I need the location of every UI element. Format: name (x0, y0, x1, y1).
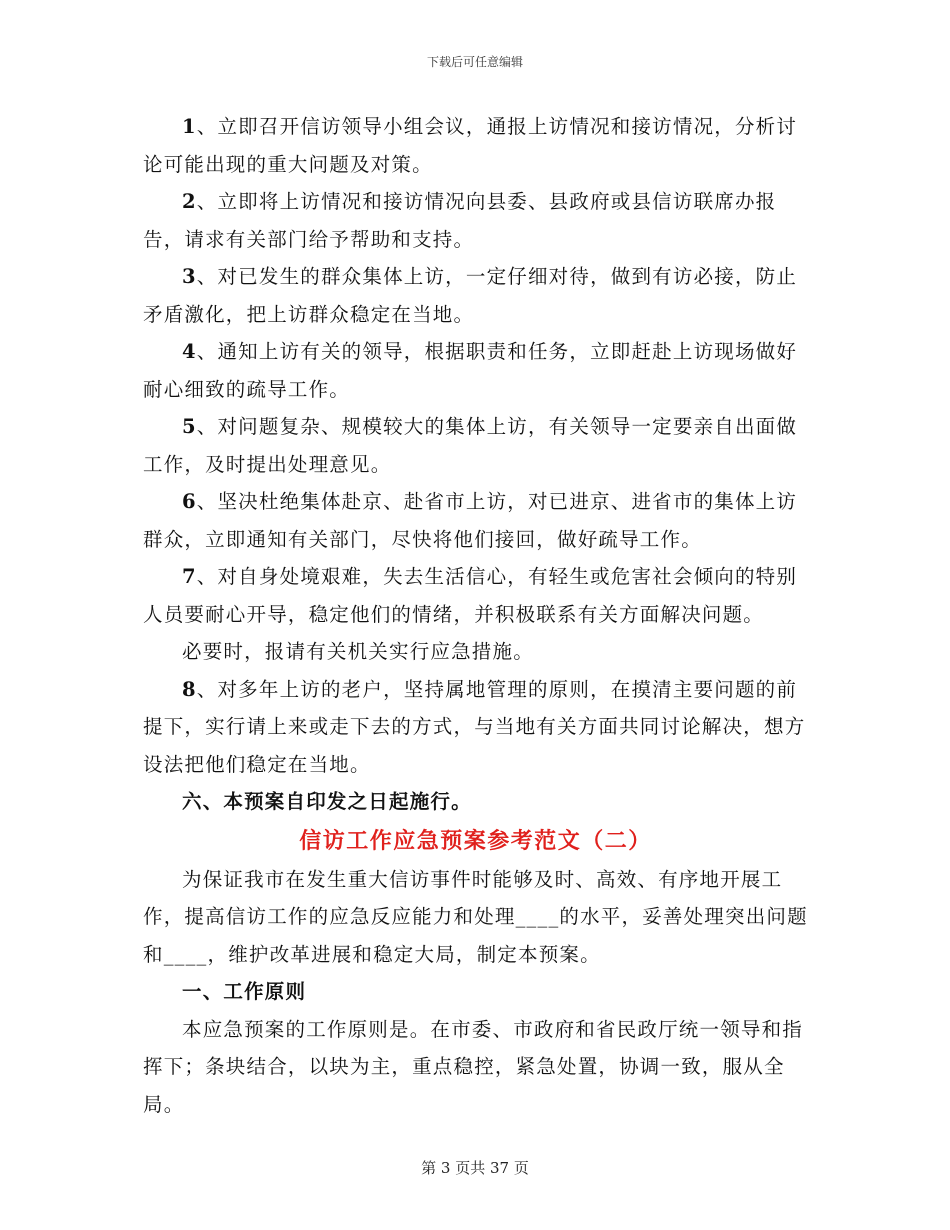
item-text: 、对已发生的群众集体上访，一定仔细对待，做到有访必接，防止矛盾激化，把上访群众稳定在当地。 (143, 265, 798, 326)
item-text: 、坚决杜绝集体赴京、赴省市上访，对已进京、进省市的集体上访群众，立即通知有关部门，尽快将他们接回，做好疏导工作。 (143, 490, 798, 551)
item-number: 8 (182, 677, 197, 701)
item-text: 、对自身处境艰难，失去生活信心，有轻生或危害社会倾向的特别人员要耐心开导，稳定他们的情绪，并积极联系有关方面解决问题。 (143, 565, 798, 626)
extra-paragraph: 必要时，报请有关机关实行应急措施。 (182, 640, 534, 663)
page-header: 下载后可任意编辑 (426, 55, 523, 69)
section-1-heading: 一、工作原则 (182, 980, 307, 1003)
list-item-5 (143, 408, 808, 483)
page-footer: 第 3 页共 37 页 (421, 1159, 529, 1177)
list-item-4 (143, 333, 808, 408)
list-item-1 (143, 108, 808, 183)
item-number: 6 (182, 490, 197, 513)
list-item-6 (143, 483, 808, 558)
item-number: 3 (182, 265, 197, 288)
document-body (143, 108, 808, 1123)
list-item-2 (143, 183, 808, 258)
item-text: 、对多年上访的老户，坚持属地管理的原则，在摸清主要问题的前提下，实行请上来或走下去的方式，与当地有关方面共同讨论解决，想方设法把他们稳定在当地。 (143, 677, 806, 776)
item-text: 、对问题复杂、规模较大的集体上访，有关领导一定要亲自出面做工作，及时提出处理意见。 (143, 415, 798, 476)
list-item-8 (143, 671, 808, 784)
item-number: 1 (182, 115, 197, 138)
item-number: 2 (182, 190, 197, 213)
item-text: 、立即将上访情况和接访情况向县委、县政府或县信访联席办报告，请求有关部门给予帮助和支持。 (143, 190, 777, 251)
section-6-heading: 六、本预案自印发之日起施行。 (182, 790, 472, 813)
intro-paragraph: 为保证我市在发生重大信访事件时能够及时、高效、有序地开展工作，提高信访工作的应急反应能力和处理____的水平，妥善处理突出问题和____，维护改革进展和稳定大局，制定本预案。 (143, 867, 808, 966)
section-1-paragraph: 本应急预案的工作原则是。在市委、市政府和省民政厅统一领导和指挥下；条块结合，以块为主，重点稳控，紧急处置，协调一致，服从全局。 (143, 1017, 804, 1116)
item-text: 、通知上访有关的领导，根据职责和任务，立即赶赴上访现场做好耐心细致的疏导工作。 (143, 340, 798, 401)
document-title: 信访工作应急预案参考范文（二） (299, 827, 652, 854)
list-item-7 (143, 558, 808, 633)
item-text: 、立即召开信访领导小组会议，通报上访情况和接访情况，分析讨论可能出现的重大问题及对策。 (143, 115, 798, 176)
item-number: 7 (182, 565, 197, 588)
list-item-3 (143, 258, 808, 333)
item-number: 5 (182, 415, 197, 438)
item-number: 4 (182, 340, 197, 363)
